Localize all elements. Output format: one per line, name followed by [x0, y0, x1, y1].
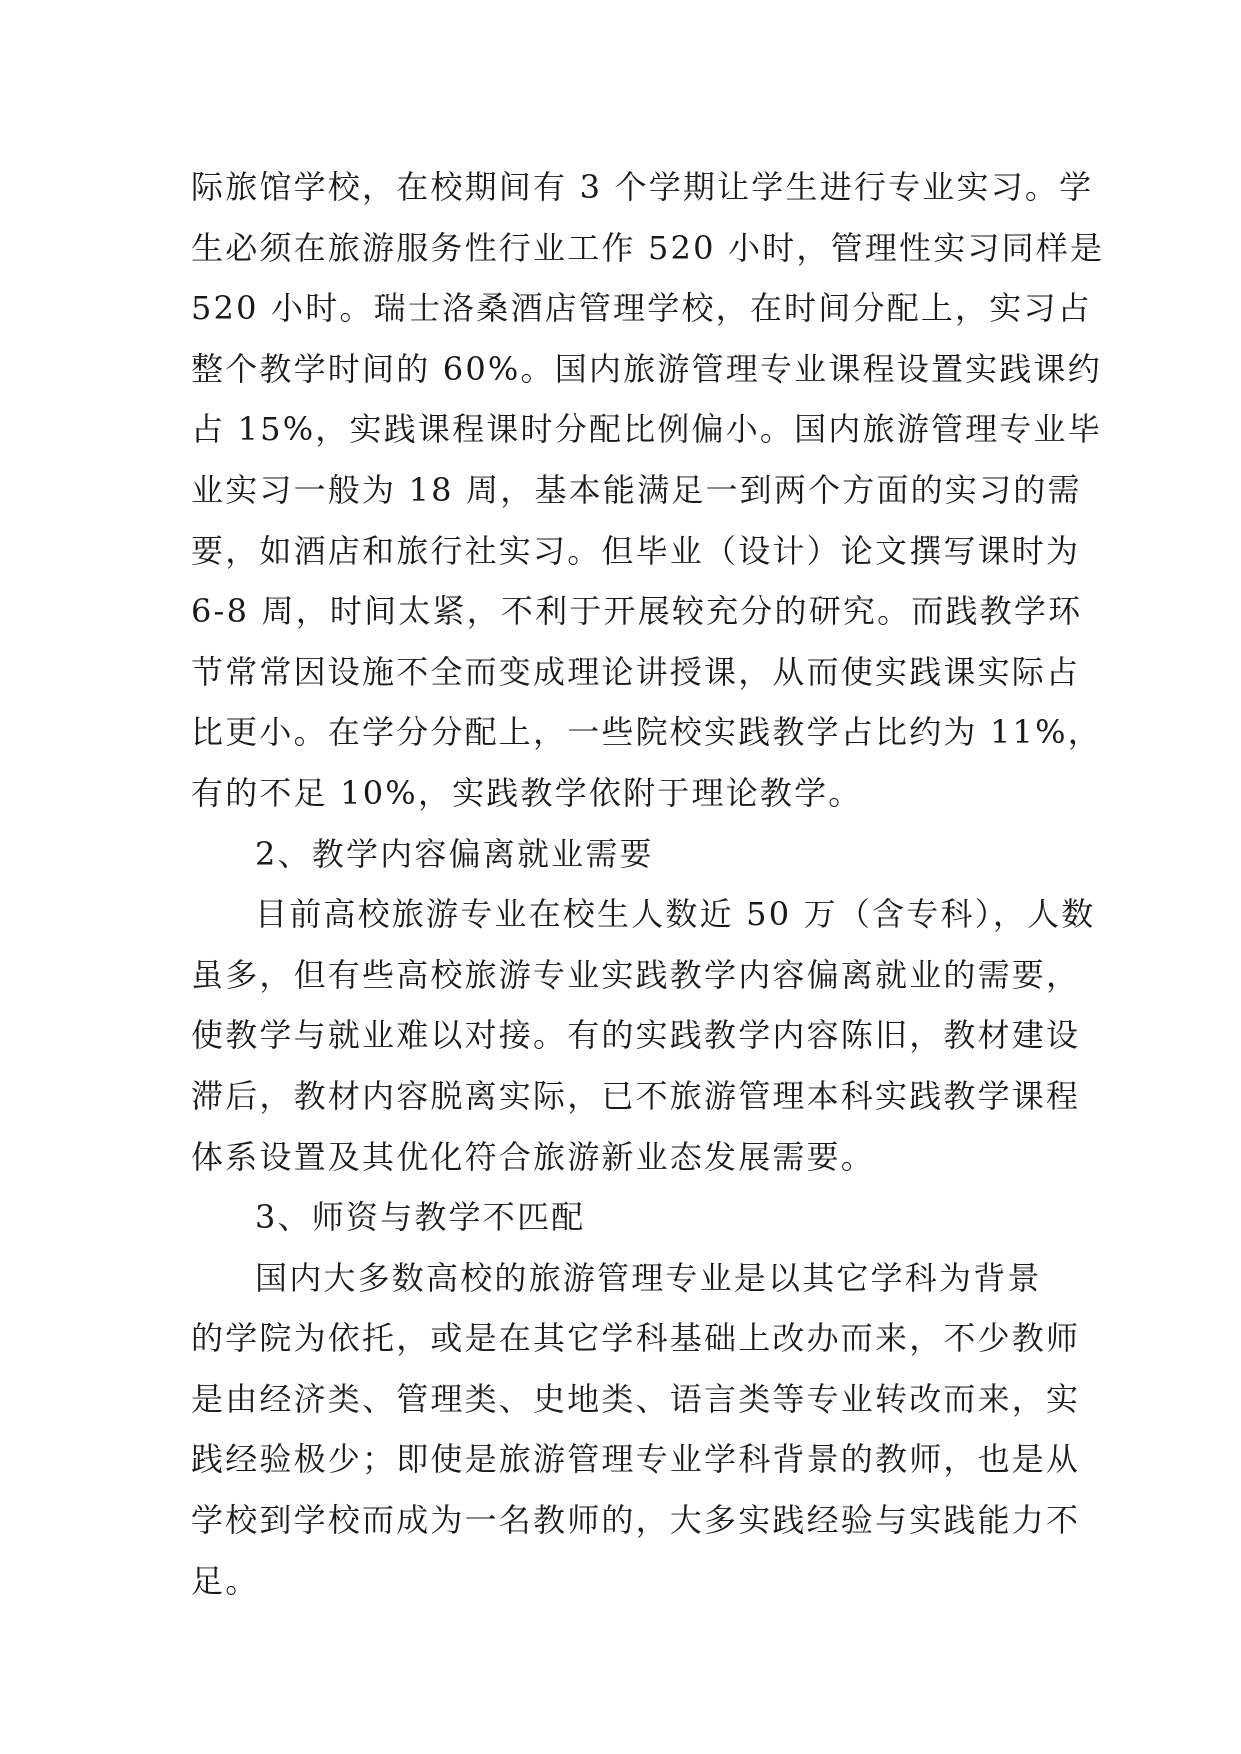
text-line: 使教学与就业难以对接。有的实践教学内容陈旧，教材建设: [191, 1016, 1081, 1055]
text-line: 学校到学校而成为一名教师的，大多实践经验与实践能力不: [191, 1501, 1081, 1540]
document-body: [191, 157, 1105, 1611]
text-line: 整个教学时间的 60%。国内旅游管理专业课程设置实践课约: [191, 349, 1102, 388]
text-line: 有的不足 10%，实践教学依附于理论教学。: [191, 773, 863, 812]
text-line: 节常常因设施不全而变成理论讲授课，从而使实践课实际占: [191, 652, 1081, 691]
text-line: 业实习一般为 18 周，基本能满足一到两个方面的实习的需: [191, 470, 1082, 509]
text-line: 生必须在旅游服务性行业工作 520 小时，管理性实习同样是: [191, 228, 1105, 267]
text-line: 520 小时。瑞士洛桑酒店管理学校，在时间分配上，实习占: [191, 289, 1092, 328]
text-line: 虽多，但有些高校旅游专业实践教学内容偏离就业的需要，: [191, 955, 1081, 994]
text-line: 6-8 周，时间太紧，不利于开展较充分的研究。而践教学环: [191, 592, 1083, 631]
text-line: 足。: [191, 1561, 260, 1600]
text-line: 滞后，教材内容脱离实际，已不旅游管理本科实践教学课程: [191, 1076, 1081, 1115]
text-line: 体系设置及其优化符合旅游新业态发展需要。: [191, 1137, 876, 1176]
text-line: 要，如酒店和旅行社实习。但毕业（设计）论文撰写课时为: [191, 531, 1081, 570]
text-line: 占 15%，实践课程课时分配比例偏小。国内旅游管理专业毕: [191, 410, 1102, 449]
text-line: 比更小。在学分分配上，一些院校实践教学占比约为 11%，: [191, 713, 1102, 752]
text-line: 是由经济类、管理类、史地类、语言类等专业转改而来，实: [191, 1379, 1081, 1418]
text-line: 目前高校旅游专业在校生人数近 50 万（含专科），人数: [255, 895, 1096, 934]
section-heading: 2、教学内容偏离就业需要: [255, 834, 654, 873]
text-line: 的学院为依托，或是在其它学科基础上改办而来，不少教师: [191, 1319, 1081, 1358]
section-heading: 3、师资与教学不匹配: [255, 1198, 586, 1237]
text-line: 践经验极少；即使是旅游管理专业学科背景的教师，也是从: [191, 1440, 1081, 1479]
text-line: 国内大多数高校的旅游管理专业是以其它学科为背景: [255, 1258, 1042, 1297]
text-line: 际旅馆学校，在校期间有 3 个学期让学生进行专业实习。学: [191, 168, 1094, 206]
